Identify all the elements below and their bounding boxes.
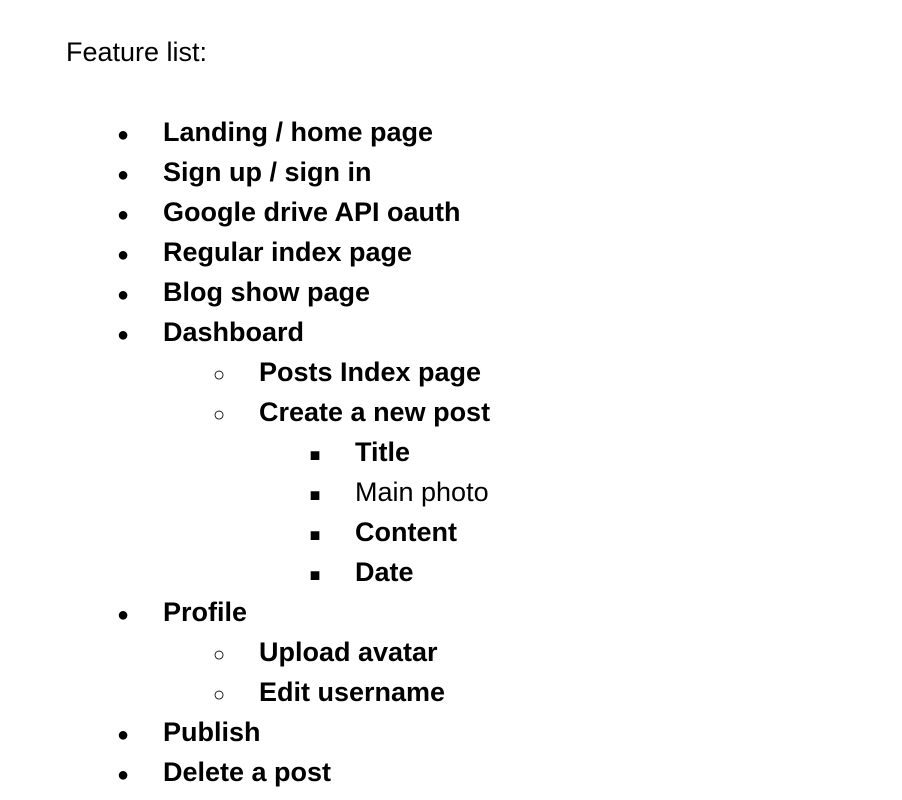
list-item-label: Title: [355, 437, 411, 467]
bullet-circle-icon: [209, 672, 229, 715]
bullet-square-icon: [305, 552, 325, 595]
bullet-disc-icon: [113, 752, 133, 795]
bullet-disc-icon: [113, 272, 133, 315]
bullet-disc-icon: [113, 152, 133, 195]
list-item-label: Posts Index page: [259, 357, 482, 387]
bullet-disc-icon: [113, 592, 133, 635]
list-item-label: Google drive API oauth: [163, 197, 461, 227]
list-item-label: Content: [355, 517, 457, 547]
list-item-label: Delete a post: [163, 757, 332, 787]
bullet-square-icon: [305, 512, 325, 555]
bullet-square-icon: [305, 472, 325, 515]
feature-list-heading: Feature list:: [66, 37, 208, 67]
bullet-circle-icon: [209, 632, 229, 675]
bullet-disc-icon: [113, 312, 133, 355]
bullet-disc-icon: [113, 192, 133, 235]
list-item-label: Date: [355, 557, 414, 587]
list-item-label: Profile: [163, 597, 248, 627]
bullet-disc-icon: [113, 232, 133, 275]
list-item-label: Upload avatar: [259, 637, 438, 667]
list-item-label: Create a new post: [259, 397, 491, 427]
list-item-label: Blog show page: [163, 277, 371, 307]
list-item-label: Landing / home page: [163, 117, 434, 147]
bullet-circle-icon: [209, 392, 229, 435]
bullet-disc-icon: [113, 112, 133, 155]
list-item-label: Main photo: [355, 477, 489, 507]
bullet-disc-icon: [113, 712, 133, 755]
bullet-circle-icon: [209, 352, 229, 395]
list-item-label: Dashboard: [163, 317, 305, 347]
bullet-square-icon: [305, 432, 325, 475]
list-item-label: Publish: [163, 717, 261, 747]
list-item-label: Sign up / sign in: [163, 157, 372, 187]
list-item-label: Edit username: [259, 677, 446, 707]
list-item-label: Regular index page: [163, 237, 413, 267]
